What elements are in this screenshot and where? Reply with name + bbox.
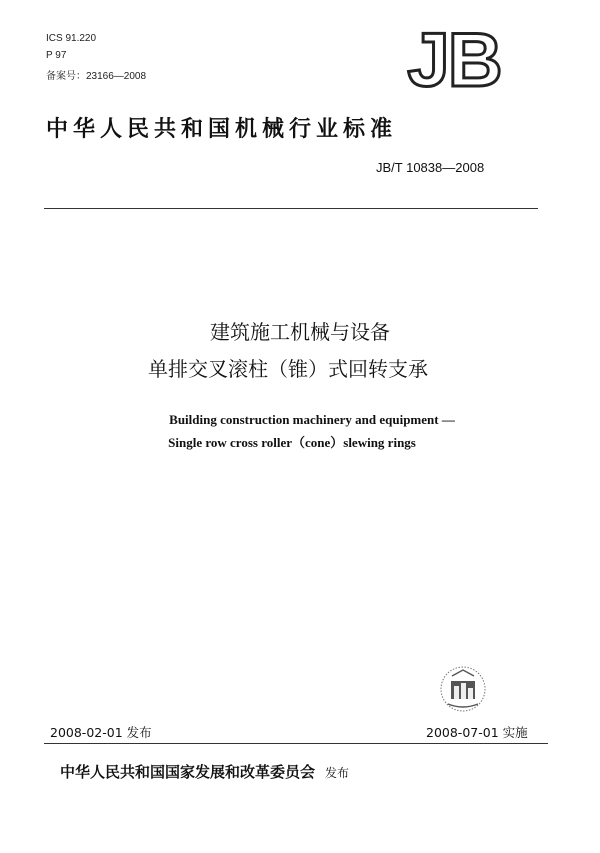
jb-logo <box>398 24 510 94</box>
issuer-action: 发布 <box>325 766 350 780</box>
top-divider <box>44 208 538 209</box>
implementation-date: 2008-07-01 实施 <box>426 725 528 740</box>
publisher-emblem-icon <box>438 664 488 714</box>
issuing-authority <box>60 761 349 782</box>
classification-code: P 97 <box>46 50 67 61</box>
chinese-title-line-2: 单排交叉滚柱（锥）式回转支承 <box>148 357 428 381</box>
publish-date: 2008-02-01 发布 <box>50 725 152 740</box>
english-title-line-1: Building construction machinery and equipment — <box>169 412 455 427</box>
standard-category-title: 中华人民共和国机械行业标准 <box>46 117 398 142</box>
registration-number: 备案号：23166—2008 <box>46 71 147 82</box>
svg-text:JB: JB <box>407 24 501 94</box>
english-title-line-2: Single row cross roller（cone）slewing rings <box>168 435 416 450</box>
issuer-name: 中华人民共和国国家发展和改革委员会 <box>60 763 316 781</box>
standard-number: JB/T 10838—2008 <box>376 160 485 175</box>
bottom-divider <box>44 743 548 744</box>
ics-code: ICS 91.220 <box>46 33 97 44</box>
chinese-title-line-1: 建筑施工机械与设备 <box>210 320 390 344</box>
